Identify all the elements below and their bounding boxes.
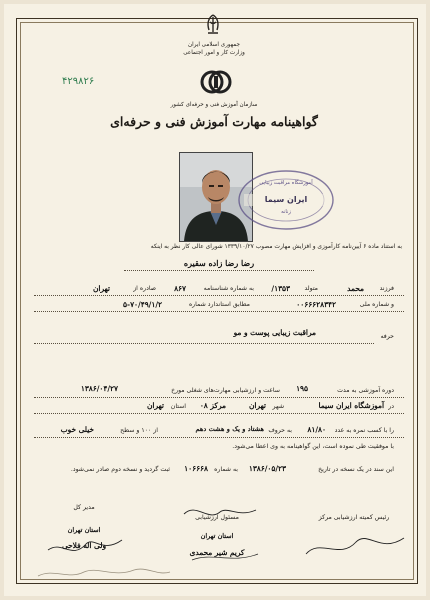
certificate-title: گواهینامه مهارت آموزش فنی و حرفه‌ای <box>110 114 318 129</box>
score-underline <box>34 437 404 438</box>
issued-from: تهران <box>92 284 110 293</box>
course-hours-suffix: ساعت و ارزشیابی مهارت‌های شغلی مورخ <box>171 387 280 394</box>
trade-label: حرفه <box>380 333 394 340</box>
max-score-label: از ۱۰۰ و سطح <box>120 427 158 434</box>
number-label: به شماره <box>214 466 238 473</box>
school-name: آموزشگاه ایران سیما <box>318 401 384 410</box>
faint-handwriting-icon <box>34 564 174 584</box>
right-sig-title: رئیس کمیته ارزشیابی مرکز <box>318 514 390 521</box>
id-number: ۸۶۷ <box>174 284 186 293</box>
issued-from-label: صادره از <box>133 285 156 292</box>
middle-signature-icon <box>172 504 272 568</box>
standard-label: مطابق استاندارد شماره <box>188 301 250 308</box>
left-signature-icon <box>42 510 128 570</box>
standard-number: ۵-۷۰/۴۹/۱/۲ <box>123 300 162 309</box>
score-words: هشتاد و یک و هشت دهم <box>195 425 264 433</box>
issue-date: ۱۳۸۶/۰۵/۲۳ <box>248 464 286 473</box>
line-2-underline <box>34 311 404 312</box>
middle-sig-title: مسئول ارزشیابی <box>195 514 239 521</box>
trade-name: مراقبت زیبایی پوست و مو <box>233 328 316 337</box>
line-1-underline <box>34 295 404 296</box>
city-name: تهران <box>248 401 266 410</box>
father-name: محمد <box>347 284 364 293</box>
city-label: شهر <box>272 403 284 410</box>
province-name: تهران <box>146 401 164 410</box>
left-sig-title: مدیر کل <box>73 504 95 511</box>
intro-text: به استناد ماده ۶ آیین‌نامه کارآموزی و افزایش مهارت مصوب ۱۳۳۹/۱۰/۲۷ شورای عالی کار نظر به اینکه <box>150 244 402 250</box>
score-label: را با کسب نمره به عدد <box>334 427 394 434</box>
success-text: با موفقیت طی نموده است، این گواهینامه به وی اعطا می‌شود. <box>232 443 394 450</box>
holder-name: رضا رضا زاده سقیره <box>183 258 255 268</box>
stamp-text-2: ایران سیما <box>264 195 308 204</box>
issue-label: این سند در یک نسخه در تاریخ <box>318 466 394 473</box>
middle-sig-province: استان تهران <box>200 532 234 540</box>
school-underline <box>34 413 404 414</box>
national-code-label: و شماره ملی <box>359 301 394 308</box>
course-hours: ۱۹۵ <box>296 384 308 393</box>
trade-underline <box>34 343 374 344</box>
course-underline <box>34 397 404 398</box>
name-underline <box>124 270 314 271</box>
middle-sig-name: کریم شیر محمدی <box>189 548 245 557</box>
national-code: ۰۰۶۶۶۲۸۳۴۲ <box>296 300 336 309</box>
assessment-date: ۱۳۸۶/۰۴/۲۷ <box>80 384 118 393</box>
school-label: در <box>388 403 394 410</box>
certificate-sheet <box>4 4 426 596</box>
score-number: ۸۱/۸۰ <box>307 425 326 434</box>
ministry-line-2: وزارت کار و امور اجتماعی <box>183 50 245 56</box>
left-sig-name: ولی اله فلاحی <box>61 541 107 550</box>
father-label: فرزند <box>379 285 394 292</box>
birth-year: ۱۳۵۳/ <box>271 284 290 293</box>
score-words-label: به حروف <box>268 427 292 434</box>
stamp-text-1: آموزشگاه مراقبت زیبایی <box>259 180 313 186</box>
level: خیلی خوب <box>60 425 94 434</box>
id-number-label: به شماره شناسنامه <box>203 285 254 292</box>
issue-suffix: ثبت گردید و نسخه دوم صادر نمی‌شود. <box>70 466 170 473</box>
organization-name: سازمان آموزش فنی و حرفه‌ای کشور <box>170 102 258 108</box>
left-sig-province: استان تهران <box>67 526 101 534</box>
course-label: دوره آموزشی به مدت <box>337 387 394 394</box>
certificate-number: ۱۰۶۶۶۸ <box>184 464 208 473</box>
serial-number: ۴۲۹۸۲۶ <box>62 76 95 87</box>
stamp-text-3: زنانه <box>281 209 291 215</box>
center-name: مرکز ۰۸ <box>199 401 226 410</box>
ministry-line-1: جمهوری اسلامی ایران <box>188 42 240 48</box>
born-label: متولد <box>304 285 318 292</box>
iran-emblem-icon <box>200 12 226 38</box>
right-signature-icon <box>300 524 410 564</box>
tvto-logo-icon <box>200 68 232 96</box>
province-label: استان <box>170 403 186 410</box>
